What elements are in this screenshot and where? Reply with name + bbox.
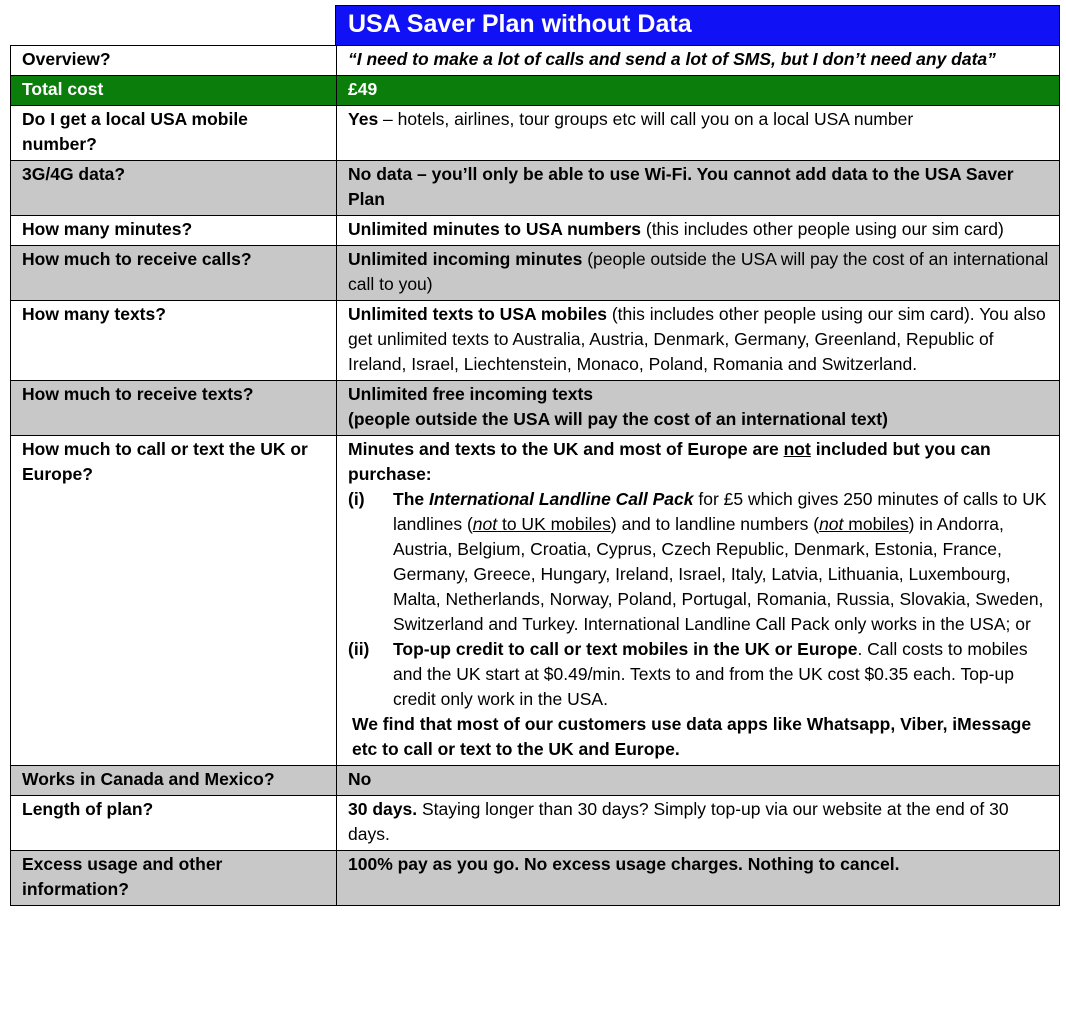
uk-closing-note: We find that most of our customers use data apps like Whatsapp, Viber, iMessage etc to call or text to the UK and Europe. <box>352 714 1032 759</box>
question-cell: Works in Canada and Mexico? <box>11 766 337 796</box>
price-value: £49 <box>337 76 1060 106</box>
table-row-canada-mexico <box>11 766 1060 796</box>
question-cell: Overview? <box>11 46 337 76</box>
question-cell: How many texts? <box>11 301 337 381</box>
question-cell: How many minutes? <box>11 216 337 246</box>
question-cell: How much to call or text the UK or Europe? <box>11 436 337 766</box>
answer-cell: No data – you’ll only be able to use Wi-Fi. You cannot add data to the USA Saver Plan <box>337 161 1060 216</box>
table-row-texts <box>11 301 1060 381</box>
answer-cell: Unlimited free incoming texts (people outside the USA will pay the cost of an international text) <box>337 381 1060 436</box>
question-cell: Do I get a local USA mobile number? <box>11 106 337 161</box>
answer-cell: Unlimited incoming minutes (people outside the USA will pay the cost of an international call to you) <box>337 246 1060 301</box>
option-call-pack: (i) The International Landline Call Pack for £5 which gives 250 minutes of calls to UK landlines (not to UK mobiles) and to landline numbers (not mobiles) in Andorra, Austria, Belgium, Croatia, Cyprus, Czech Republic, Denmark, Estonia, France, Germany, Greece, Hungary, Ireland, Israel, Italy, Latvia, Lithuania, Luxembourg, Malta, Netherlands, Norway, Poland, Portugal, Romania, Russia, Slovakia, Sweden, Switzerland and Turkey. International Landline Call Pack only works in the USA; or <box>348 489 1047 634</box>
table-row-excess <box>11 851 1060 906</box>
plan-table-container <box>10 5 1060 906</box>
answer-cell: No <box>337 766 1060 796</box>
plan-title: USA Saver Plan without Data <box>335 5 1060 45</box>
answer-cell: Yes – hotels, airlines, tour groups etc will call you on a local USA number <box>337 106 1060 161</box>
table-row-receive-texts <box>11 381 1060 436</box>
table-row-total-cost <box>11 76 1060 106</box>
answer-cell <box>337 436 1060 766</box>
answer-cell: Unlimited texts to USA mobiles (this includes other people using our sim card). You also get unlimited texts to Australia, Austria, Denmark, Germany, Greenland, Republic of Ireland, Israel, Liechtenstein, Monaco, Poland, Romania and Switzerland. <box>337 301 1060 381</box>
question-cell: Excess usage and other information? <box>11 851 337 906</box>
table-row-local-number <box>11 106 1060 161</box>
table-row-length <box>11 796 1060 851</box>
question-cell: Length of plan? <box>11 796 337 851</box>
table-row-data <box>11 161 1060 216</box>
uk-intro: Minutes and texts to the UK and most of Europe are not included but you can purchase: <box>348 439 991 484</box>
table-row-minutes <box>11 216 1060 246</box>
answer-cell: 30 days. Staying longer than 30 days? Simply top-up via our website at the end of 30 days. <box>337 796 1060 851</box>
question-cell: How much to receive calls? <box>11 246 337 301</box>
title-row <box>10 5 1060 45</box>
question-cell: 3G/4G data? <box>11 161 337 216</box>
table-row-receive-calls <box>11 246 1060 301</box>
table-row-overview <box>11 46 1060 76</box>
answer-cell: Unlimited minutes to USA numbers (this includes other people using our sim card) <box>337 216 1060 246</box>
option-top-up: (ii) Top-up credit to call or text mobiles in the UK or Europe. Call costs to mobiles and the UK start at $0.49/min. Texts to and from the UK cost $0.35 each. Top-up credit only work in the USA. <box>348 639 1028 709</box>
question-cell: How much to receive texts? <box>11 381 337 436</box>
answer-cell: 100% pay as you go. No excess usage charges. Nothing to cancel. <box>337 851 1060 906</box>
answer-cell: “I need to make a lot of calls and send a lot of SMS, but I don’t need any data” <box>337 46 1060 76</box>
table-row-uk-europe <box>11 436 1060 766</box>
question-cell: Total cost <box>11 76 337 106</box>
plan-table <box>10 45 1060 906</box>
